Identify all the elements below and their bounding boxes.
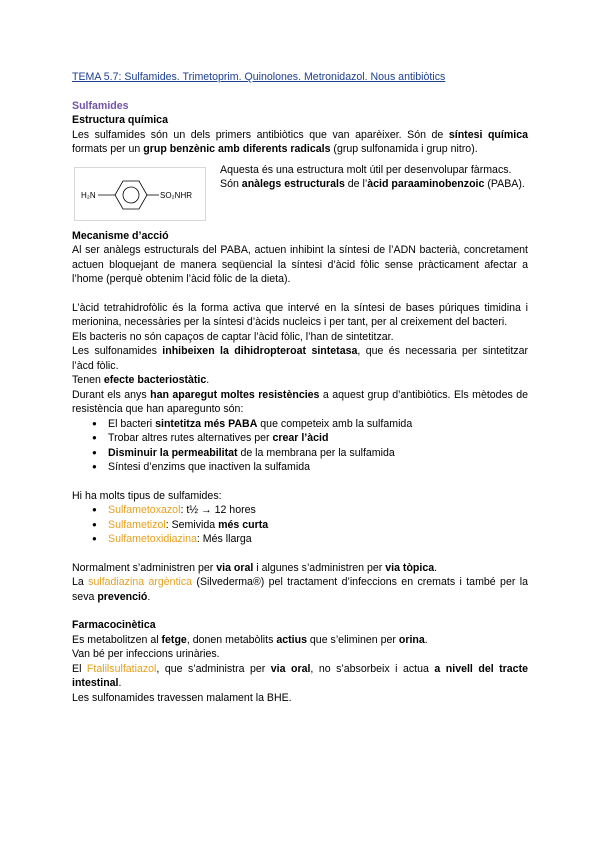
paragraph-mecanisme-6: Durant els anys han aparegut moltes resistències a aquest grup d’antibiòtics. Els mètodes de resistència que han aparegunto són: (72, 388, 528, 415)
paragraph-farmaco-3: El Ftalilsulfatiazol, que s’administra per via oral, no s’absorbeix i actua a nivell del tracte intestinal. (72, 662, 528, 689)
paragraph-tipus-intro: Hi ha molts tipus de sulfamides: (72, 489, 222, 502)
paragraph-farmaco-4: Les sulfonamides travessen malament la BHE. (72, 691, 292, 704)
document-title: TEMA 5.7: Sulfamides. Trimetoprim. Quinolones. Metronidazol. Nous antibiòtics (72, 71, 446, 83)
paragraph-mecanisme-2: L’àcid tetrahidrofòlic és la forma activa que intervé en la síntesi de bases púriques timidina i merionina, necessàries per la síntesi d’àcids nucleics i per tant, per al creixement del bacteri. (72, 301, 528, 328)
list-item: ● Sulfametoxazol: t½ → 12 hores (92, 503, 528, 518)
paragraph-mecanisme-3: Els bacteris no són capaços de captar l’àcid fòlic, l’han de sintetitzar. (72, 330, 394, 343)
sulfamide-types-list (72, 503, 528, 547)
list-item: ● Sulfametizol: Semivida més curta (92, 518, 528, 533)
structure-row (72, 163, 528, 221)
paragraph-admin-1: Normalment s’administren per via oral i algunes s’administren per via tòpica. (72, 561, 438, 574)
svg-text:H₂N: H₂N (81, 190, 96, 200)
list-item: ● Síntesi d’enzims que inactiven la sulfamida (92, 460, 528, 475)
paragraph-mecanisme-1: Al ser anàlegs estructurals del PABA, actuen inhibint la síntesi de l’ADN bacterià, concretament actuen bloquejant de manera seqüencial la síntesi d’àcid fòlic sense pràcticament afectar a l’home (perquè obtenim l’àcid fòlic de la dieta). (72, 244, 528, 285)
document-page (72, 70, 528, 705)
sulfonamide-structure-image (74, 167, 206, 221)
paragraph-estructura: Les sulfamides són un dels primers antibiòtics que van aparèixer. Són de síntesi química formats per un grup benzènic amb diferents radicals (grup sulfonamida i grup nitro). (72, 128, 528, 155)
paragraph-farmaco-1: Es metabolitzen al fetge, donen metabòlits actius que s’eliminen per orina. (72, 633, 428, 646)
subheading-mecanisme: Mecanisme d’acció (72, 229, 169, 242)
list-item: ● Trobar altres rutes alternatives per crear l’àcid (92, 431, 528, 446)
list-item: ● El bacteri sintetitza més PABA que competeix amb la sulfamida (92, 417, 528, 432)
paragraph-mecanisme-5: Tenen efecte bacteriostàtic. (72, 374, 210, 386)
svg-text:SO₂NHR: SO₂NHR (160, 190, 192, 200)
section-heading-sulfamides: Sulfamides (72, 99, 129, 112)
list-item: ● Disminuir la permeabilitat de la membrana per la sulfamida (92, 446, 528, 461)
resistance-list (72, 417, 528, 475)
subheading-farmacocinetica: Farmacocinètica (72, 619, 156, 631)
paragraph-farmaco-2: Van bé per infeccions urinàries. (72, 648, 220, 660)
list-item: ● Sulfametoxidiazina: Més llarga (92, 532, 528, 547)
subheading-estructura: Estructura química (72, 114, 168, 126)
structure-description: Aquesta és una estructura molt útil per desenvolupar fàrmacs. Són anàlegs estructurals de l’àcid paraaminobenzoic (PABA). (220, 163, 525, 190)
paragraph-admin-2: La sulfadiazina argèntica (Silvederma®) pel tractament d’infeccions en cremats i també per la seva prevenció. (72, 576, 528, 603)
paragraph-mecanisme-4: Les sulfonamides inhibeixen la dihidropteroat sintetasa, que és necessaria per sintetitzar l’àcd fòlic. (72, 345, 529, 372)
